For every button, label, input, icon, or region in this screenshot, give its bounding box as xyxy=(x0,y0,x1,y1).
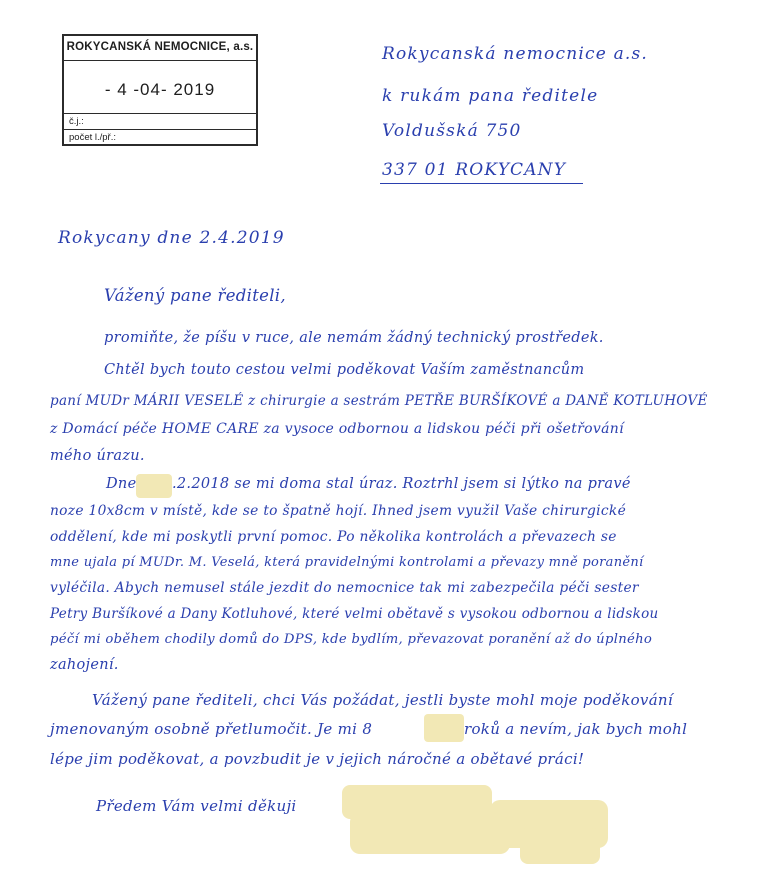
stamp-divider-low xyxy=(64,129,256,130)
stamp-count-label: počet l./př.: xyxy=(69,132,116,143)
letter-line: Vážený pane řediteli, chci Vás požádat, jestli byste mohl moje poděkování xyxy=(92,691,673,709)
letter-line: Petry Buršíkové a Dany Kotluhové, které velmi obětavě s vysokou odbornou a lidskou xyxy=(50,606,659,622)
redaction-date xyxy=(136,474,172,498)
letter-line: péčí mi oběhem chodily domů do DPS, kde bydlím, převazovat poranění až do úplného xyxy=(50,632,653,647)
redaction-signature-bottom xyxy=(520,828,600,864)
letter-line: .2.2018 se mi doma stal úraz. Roztrhl jsem si lýtko na pravé xyxy=(172,476,631,492)
redaction-signature-left xyxy=(350,812,510,854)
address-underline xyxy=(380,183,583,184)
letter-line: Chtěl bych touto cestou velmi poděkovat Vaším zaměstnancům xyxy=(104,362,585,378)
received-stamp xyxy=(62,34,258,146)
letter-line: promiňte, že píšu v ruce, ale nemám žádný technický prostředek. xyxy=(104,330,604,346)
letter-line: jmenovaným osobně přetlumočit. Je mi 8 xyxy=(50,720,373,738)
address-line-1: Rokycanská nemocnice a.s. xyxy=(382,44,649,64)
address-line-2: k rukám pana ředitele xyxy=(382,86,599,106)
letter-line: zahojení. xyxy=(50,657,119,673)
closing-line: Předem Vám velmi děkuji xyxy=(96,797,297,815)
letter-line: paní MUDr MÁRII VESELÉ z chirurgie a sestrám PETŘE BURŠÍKOVÉ a DANĚ KOTLUHOVÉ xyxy=(50,393,708,409)
letter-line: z Domácí péče HOME CARE za vysoce odbornou a lidskou péči při ošetřování xyxy=(50,421,624,437)
place-date: Rokycany dne 2.4.2019 xyxy=(58,228,285,248)
address-line-4: 337 01 ROKYCANY xyxy=(382,160,567,180)
redaction-age xyxy=(424,714,464,742)
letter-line: noze 10x8cm v místě, kde se to špatně hojí. Ihned jsem využil Vaše chirurgické xyxy=(50,503,627,519)
letter-line: Dne xyxy=(106,476,137,492)
letter-line: vyléčila. Abych nemusel stále jezdit do nemocnice tak mi zabezpečila péči sester xyxy=(50,580,639,596)
stamp-divider-mid xyxy=(64,113,256,114)
address-line-3: Voldušská 750 xyxy=(382,121,522,141)
letter-line: mého úrazu. xyxy=(50,448,145,464)
stamp-cj-label: č.j.: xyxy=(69,116,84,127)
stamp-institution: ROKYCANSKÁ NEMOCNICE, a.s. xyxy=(66,41,254,53)
letter-line: oddělení, kde mi poskytli první pomoc. Po několika kontrolách a převazech se xyxy=(50,529,617,545)
letter-line: roků a nevím, jak bych mohl xyxy=(464,720,688,738)
salutation: Vážený pane řediteli, xyxy=(104,286,286,305)
letter-line: lépe jim poděkovat, a povzbudit je v jejich náročné a obětavé práci! xyxy=(50,750,585,768)
stamp-divider-top xyxy=(64,60,256,61)
letter-line: mne ujala pí MUDr. M. Veselá, která pravidelnými kontrolami a převazy mně poranění xyxy=(50,555,644,570)
stamp-date: - 4 -04- 2019 xyxy=(104,80,216,99)
